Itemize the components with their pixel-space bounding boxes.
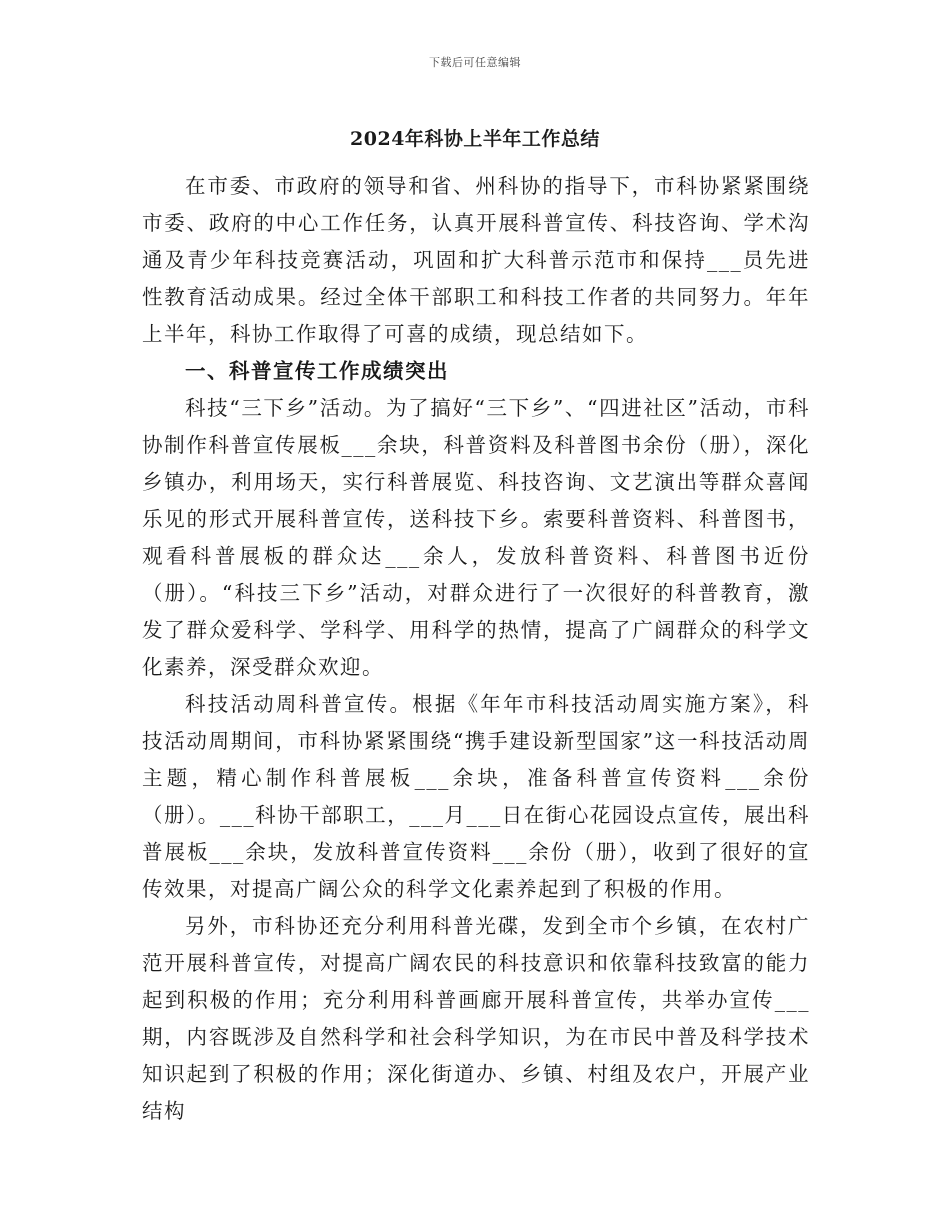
paragraph-science-week: 科技活动周科普宣传。根据《年年市科技活动周实施方案》，科技活动周期间，市科协紧紧围绕“携手建设新型国家”这一科技活动周主题，精心制作科普展板___余块，准备科普宣传资料___余份（册）。___科协干部职工，___月___日在街心花园设点宣传，展出科普展板___余块，发放科普宣传资料___余份（册），收到了很好的宣传效果，对提高广阔公众的科学文化素养起到了积极的作用。 [142, 692, 810, 901]
document-title: 2024年科协上半年工作总结 [350, 128, 600, 150]
paragraph-additional-efforts: 另外，市科协还充分利用科普光碟，发到全市个乡镇，在农村广范开展科普宣传，对提高广阔农民的科技意识和依靠科技致富的能力起到积极的作用；充分利用科普画廊开展科普宣传，共举办宣传___期，内容既涉及自然科学和社会科学知识，为在市民中普及科学技术知识起到了积极的作用；深化街道办、乡镇、村组及农户，开展产业结构 [142, 914, 810, 1123]
page-header-note: 下载后可任意编辑 [429, 56, 521, 69]
section-heading: 一、科普宣传工作成绩突出 [185, 359, 450, 383]
intro-paragraph: 在市委、市政府的领导和省、州科协的指导下，市科协紧紧围绕市委、政府的中心工作任务，认真开展科普宣传、科技咨询、学术沟通及青少年科技竞赛活动，巩固和扩大科普示范市和保持___员先进性教育活动成果。经过全体干部职工和科技工作者的共同努力。年年上半年，科协工作取得了可喜的成绩，现总结如下。 [142, 174, 810, 346]
paragraph-three-down-countryside: 科技“三下乡”活动。为了搞好“三下乡”、“四进社区”活动，市科协制作科普宣传展板___余块，科普资料及科普图书余份（册），深化乡镇办，利用场天，实行科普展览、科技咨询、文艺演出等群众喜闻乐见的形式开展科普宣传，送科技下乡。索要科普资料、科普图书，观看科普展板的群众达___余人，发放科普资料、科普图书近份（册）。“科技三下乡”活动，对群众进行了一次很好的科普教育，激发了群众爱科学、学科学、用科学的热情，提高了广阔群众的科学文化素养，深受群众欢迎。 [142, 396, 810, 679]
document-body [142, 168, 810, 1130]
